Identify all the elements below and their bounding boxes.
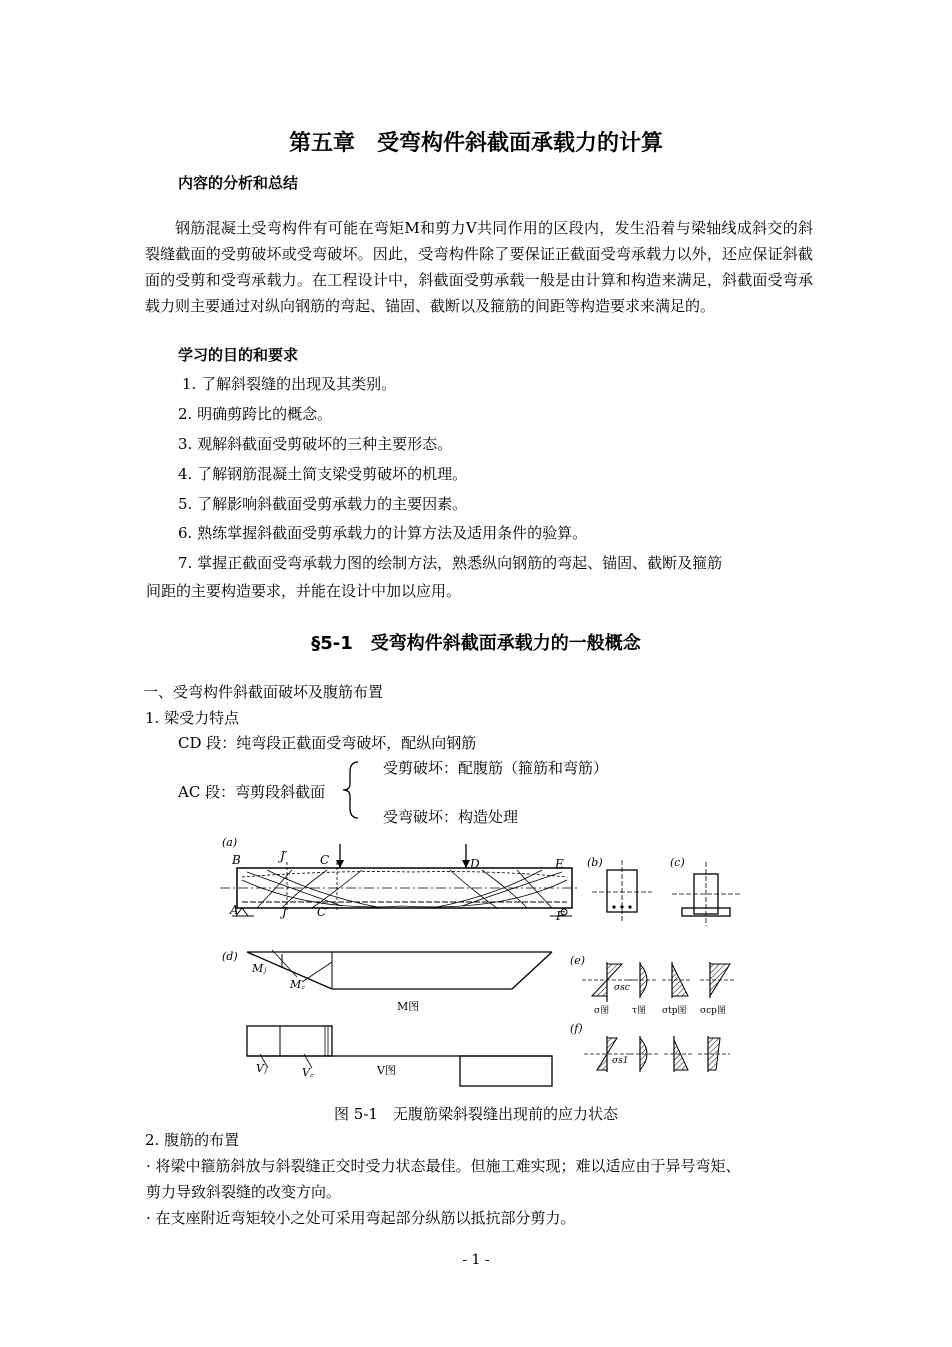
label-e: (e) <box>570 954 586 967</box>
section-title: §5-1 受弯构件斜截面承载力的一般概念 <box>311 633 641 654</box>
intro-heading: 内容的分析和总结 <box>178 174 299 192</box>
label-sigma-diagram: σ图 <box>594 1006 610 1016</box>
bullet-1-line2: 剪力导致斜裂缝的改变方向。 <box>146 1183 342 1201</box>
label-sigma-cp-diagram: σcp图 <box>700 1006 726 1016</box>
figure-caption: 图 5-1 无腹筋梁斜裂缝出现前的应力状态 <box>334 1105 618 1123</box>
bullet-1-line1: · 将梁中箍筋斜放与斜裂缝正交时受力状态最佳。但施工难实现；难以适应由于异号弯矩、 <box>146 1157 741 1175</box>
brace-icon <box>340 758 370 822</box>
goal-item-1: 1. 了解斜裂缝的出现及其类别。 <box>182 375 397 393</box>
label-D: D <box>470 857 480 871</box>
label-M-diagram: M图 <box>397 1000 420 1013</box>
label-sigma-sc: σsc <box>614 983 630 993</box>
label-B: B <box>232 853 241 867</box>
intro-text: 钢筋混凝土受弯构件有可能在弯矩M和剪力V共同作用的区段内，发生沿着与梁轴线成斜交的斜裂缝截面的受剪破坏或受弯破坏。因此，受弯构件除了要保证正截面受弯承载力以外，还应保证斜截面的受剪和受弯承载力。在工程设计中，斜截面受剪承载一般是由计算和构造来满足，斜截面受弯承载力则主要通过对纵向钢筋的弯起、锚固、截断以及箍筋的间距等构造要求来满足的。 <box>145 219 813 315</box>
item-web-reinforcement: 2. 腹筋的布置 <box>145 1131 240 1149</box>
goal-item-6: 6. 熟练掌握斜截面受剪承载力的计算方法及适用条件的验算。 <box>178 524 588 542</box>
label-sigma-tp-diagram: σtp图 <box>662 1006 687 1016</box>
beam-elevation <box>220 844 577 916</box>
label-J: J <box>282 905 287 919</box>
rect-section <box>592 860 652 922</box>
label-c: (c) <box>670 856 685 869</box>
goal-item-4: 4. 了解钢筋混凝土简支梁受剪破坏的机理。 <box>178 465 468 483</box>
cd-segment-line: CD 段：纯弯段正截面受弯破坏，配纵向钢筋 <box>178 734 477 752</box>
label-Vc: V꜀ <box>302 1066 314 1079</box>
label-d: (d) <box>222 950 238 963</box>
label-a: (a) <box>222 836 238 849</box>
goal-item-5: 5. 了解影响斜截面受剪承载力的主要因素。 <box>178 495 468 513</box>
label-sigma-s1: σs1 <box>612 1056 629 1066</box>
label-b: (b) <box>587 856 603 869</box>
label-C1: C′ <box>317 905 329 919</box>
ac-shear-failure: 受剪破坏：配腹筋（箍筋和弯筋） <box>383 759 609 777</box>
goals-heading: 学习的目的和要求 <box>178 346 299 364</box>
label-E: E <box>555 857 564 871</box>
label-f: (f) <box>570 1022 583 1035</box>
label-C: C <box>320 853 330 867</box>
goal-item-3: 3. 观解斜截面受剪破坏的三种主要形态。 <box>178 435 453 453</box>
page-title: 第五章 受弯构件斜截面承载力的计算 <box>288 131 663 156</box>
label-Mc: M꜀ <box>290 978 306 991</box>
ac-bending-failure: 受弯破坏：构造处理 <box>383 808 519 826</box>
label-F: F <box>556 909 565 923</box>
label-V-diagram: V图 <box>377 1064 396 1077</box>
label-A: A <box>230 903 239 917</box>
label-J1: J′ <box>280 849 288 863</box>
stress-diagrams-e <box>582 962 734 1002</box>
label-Mj: Mⱼ <box>252 962 267 975</box>
figure-5-1 <box>212 832 742 1094</box>
ac-segment-label: AC 段：弯剪段斜截面 <box>178 783 326 801</box>
section-subheading: 一、受弯构件斜截面破坏及腹筋布置 <box>143 683 384 701</box>
goal-item-7-line2: 间距的主要构造要求，并能在设计中加以应用。 <box>146 582 462 600</box>
shear-diagram <box>247 1026 552 1086</box>
stress-diagrams-f <box>584 1036 730 1072</box>
page-number: - 1 - <box>462 1252 490 1268</box>
item-beam-stress: 1. 梁受力特点 <box>145 709 240 727</box>
intro-paragraph <box>145 215 813 319</box>
bullet-2: · 在支座附近弯矩较小之处可采用弯起部分纵筋以抵抗部分剪力。 <box>146 1209 576 1227</box>
goal-item-7-line1: 7. 掌握正截面受弯承载力图的绘制方法，熟悉纵向钢筋的弯起、锚固、截断及箍筋 <box>178 554 723 572</box>
label-tau-diagram: τ图 <box>632 1006 646 1016</box>
label-Vj: Vⱼ <box>256 1062 267 1075</box>
t-section <box>672 862 740 926</box>
goal-item-2: 2. 明确剪跨比的概念。 <box>178 405 333 423</box>
